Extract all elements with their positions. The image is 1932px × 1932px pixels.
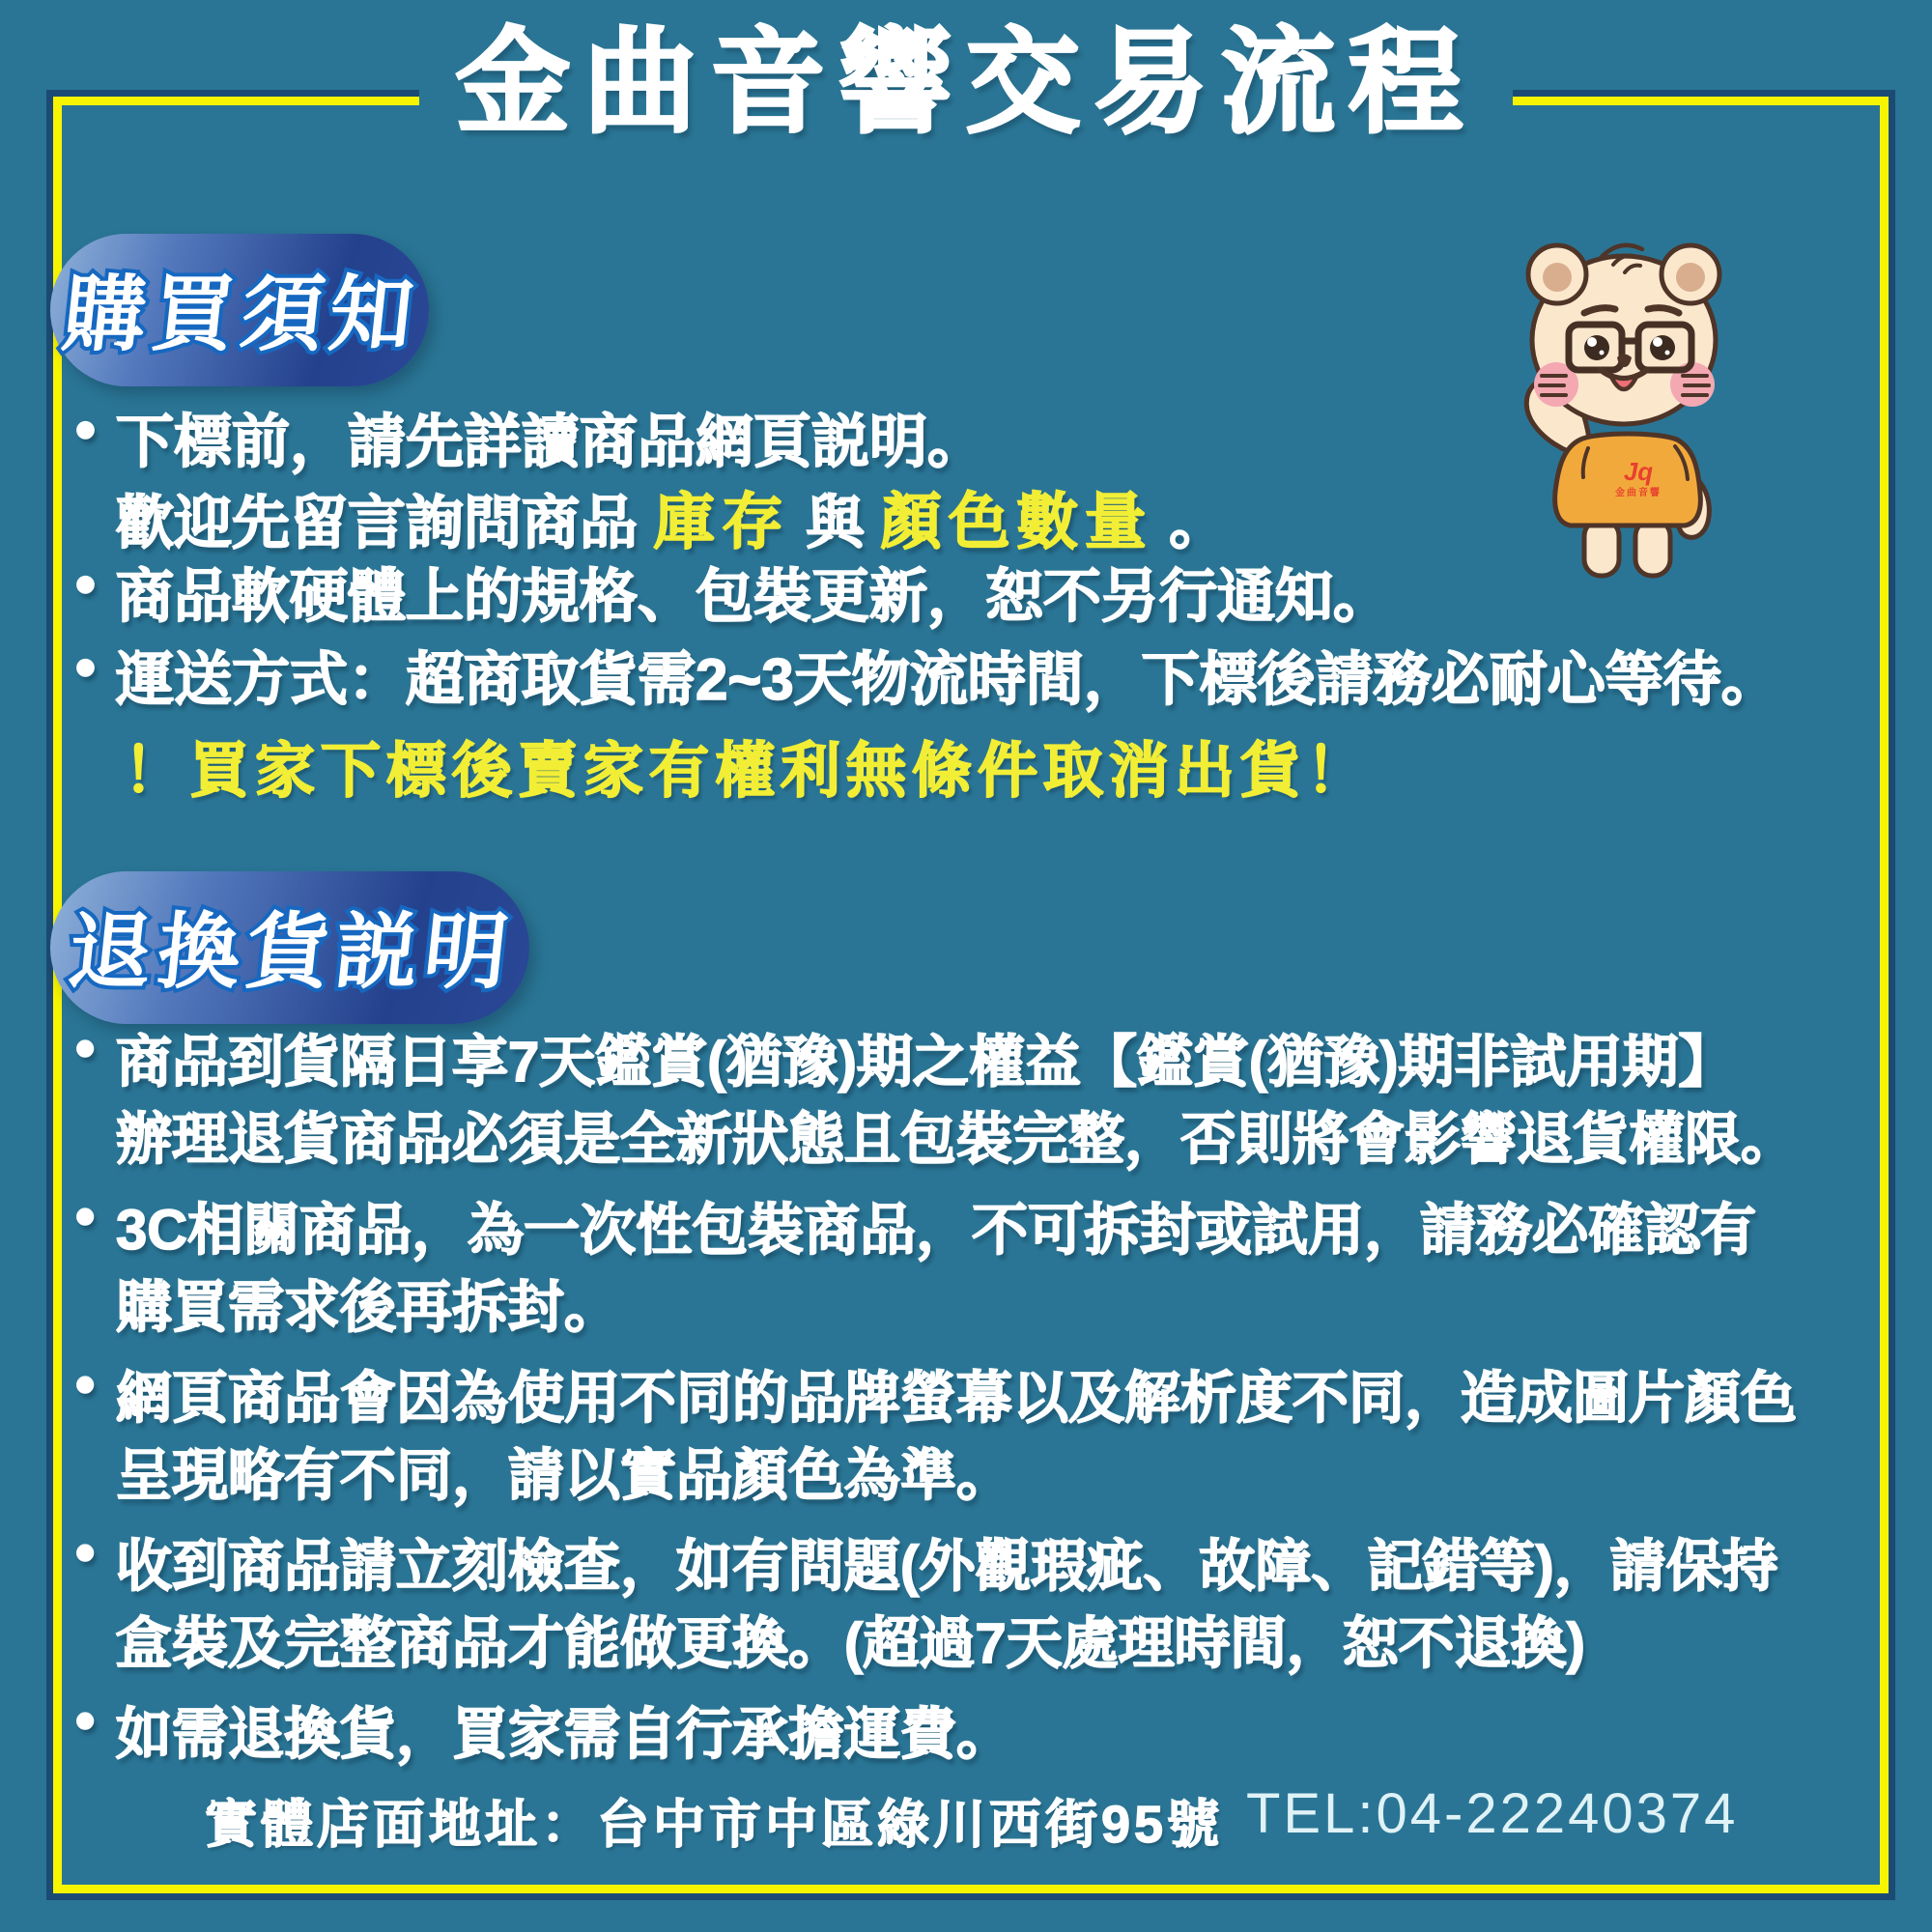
returns-line-7	[75, 1520, 1778, 1602]
returns-line-5	[75, 1352, 1797, 1434]
purchase-section-badge	[50, 234, 429, 386]
line-text: 如需退換貨，買家需自行承擔運費。	[116, 1703, 1013, 1766]
bullet-dot: •	[75, 1017, 96, 1080]
bullet-dot: •	[75, 1185, 96, 1248]
line-text: 網頁商品會因為使用不同的品牌螢幕以及解析度不同，造成圖片顏色	[116, 1367, 1798, 1430]
returns-line-3	[75, 1184, 1756, 1265]
line-text: 呈現略有不同，請以實品顏色為準。	[116, 1444, 1013, 1507]
store-address: 實體店面地址：台中市中區綠川西街95號	[205, 1796, 1224, 1854]
line-text: 與	[789, 491, 881, 555]
purchase-line-1	[75, 396, 985, 479]
returns-section-badge	[50, 871, 529, 1024]
returns-line-1	[75, 1016, 1735, 1097]
bullet-dot: •	[75, 552, 97, 616]
returns-line-4	[75, 1262, 620, 1343]
line-text: 商品軟硬體上的規格、包裝更新，恕不另行通知。	[116, 564, 1391, 629]
bullet-dot: •	[75, 1353, 96, 1416]
line-text: 商品到貨隔日享7天鑑賞(猶豫)期之權益【鑑賞(猶豫)期非試用期】	[116, 1031, 1735, 1094]
bullet-dot: •	[75, 635, 97, 699]
bullet-dot: •	[75, 397, 97, 462]
purchase-line-2	[75, 473, 1227, 561]
returns-line-9	[75, 1689, 1012, 1770]
purchase-badge-svg	[50, 234, 429, 386]
line-text: 收到商品請立刻檢查，如有問題(外觀瑕疵、故障、記錯等)，請保持	[116, 1535, 1778, 1598]
store-phone: TEL:04-22240374	[1246, 1782, 1739, 1845]
bear-shirt-logo-subtext: 金曲音響	[1615, 488, 1662, 498]
line-text: 購買需求後再拆封。	[116, 1276, 621, 1339]
returns-line-8	[75, 1598, 1585, 1679]
purchase-line-3	[75, 551, 1391, 634]
line-text: 歡迎先留言詢問商品	[116, 491, 654, 555]
returns-heading: 退換貨説明	[64, 906, 519, 999]
bear-leg-right	[1635, 520, 1670, 576]
line-text: 盒裝及完整商品才能做更換。(超過7天處理時間，恕不退換)	[116, 1612, 1585, 1675]
returns-badge-svg	[50, 871, 529, 1024]
line-text: 。	[1152, 491, 1228, 555]
purchase-line-4	[75, 634, 1779, 717]
returns-line-2	[75, 1094, 1797, 1175]
line-text: 運送方式：超商取貨需2~3天物流時間，下標後請務必耐心等待。	[116, 647, 1779, 712]
line-text: 3C相關商品，為一次性包裝商品，不可拆封或試用，請務必確認有	[116, 1199, 1757, 1262]
purchase-heading: 購買須知	[58, 269, 424, 361]
line-text: 辦理退貨商品必須是全新狀態且包裝完整，否則將會影響退貨權限。	[116, 1108, 1798, 1171]
bear-mascot-illustration	[1503, 205, 1745, 583]
bullet-dot: •	[75, 1521, 96, 1584]
cancel-shipment-warning: ！買家下標後賣家有權利無條件取消出貨！	[124, 738, 1373, 805]
bear-leg-left	[1584, 520, 1619, 576]
bullet-dot: •	[75, 1690, 96, 1752]
page-title: 金曲音響交易流程	[419, 10, 1513, 156]
highlight-text: 庫存	[653, 488, 790, 556]
highlight-text: 顏色數量	[880, 488, 1153, 556]
returns-line-6	[75, 1430, 1012, 1511]
line-text: 下標前，請先詳讀商品網頁説明。	[116, 410, 985, 474]
bear-shirt-logo: Jq	[1623, 457, 1654, 486]
